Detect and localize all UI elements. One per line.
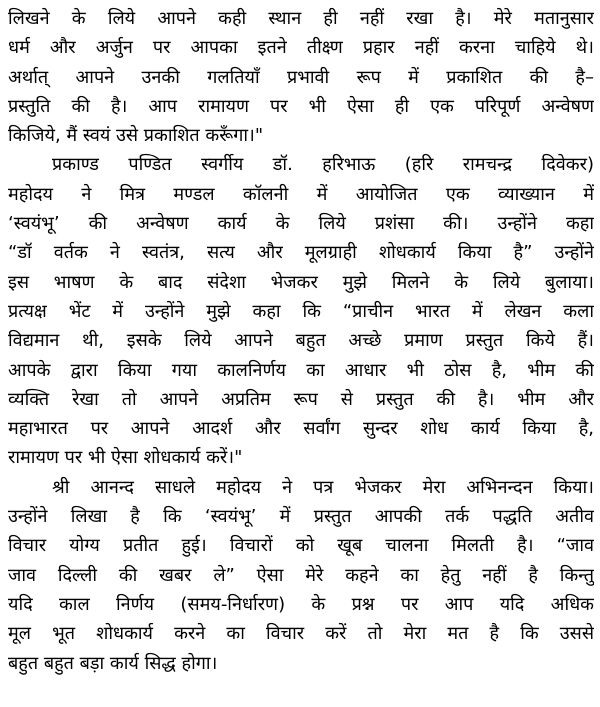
text-line: महाभारत पर आपने आदर्श और सर्वांग सुन्दर शोध कार्य किया है, (8, 418, 594, 440)
text-line: व्यक्ति रेखा तो आपने अप्रतिम रूप से प्रस्तुत की है। भीम और (8, 388, 594, 410)
text-line: प्रत्यक्ष भेंट में उन्होंने मुझे कहा कि “प्राचीन भारत में लेखन कला (8, 300, 594, 322)
text-line: किजिये, मैं स्वयं उसे प्रकाशित करूँगा।" (8, 125, 264, 147)
text-line: मूल भूत शोधकार्य करने का विचार करें तो मेरा मत है कि उससे (8, 623, 594, 645)
text-line: ‘स्वयंभू’ की अन्वेषण कार्य के लिये प्रशंसा की। उन्होंने कहा (8, 213, 594, 235)
text-line: बहुत बहुत बड़ा कार्य सिद्ध होगा। (8, 652, 218, 674)
text-line-paragraph-start: श्री आनन्द साधले महोदय ने पत्र भेजकर मेरा अभिनन्दन किया। (52, 476, 594, 498)
text-line: विद्यमान थी, इसके लिये आपने बहुत अच्छे प्रमाण प्रस्तुत किये हैं। (8, 330, 594, 352)
text-line: जाव दिल्ली की खबर ले” ऐसा मेरे कहने का हेतु नहीं है किन्तु (8, 564, 594, 586)
text-line: प्रस्तुति की है। आप रामायण पर भी ऐसा ही एक परिपूर्ण अन्वेषण (8, 95, 594, 117)
text-line: रामायण पर भी ऐसा शोधकार्य करें।" (8, 447, 243, 469)
text-line: यदि काल निर्णय (समय-निर्धारण) के प्रश्न पर आप यदि अधिक (8, 593, 594, 615)
text-line: विचार योग्य प्रतीत हुई। विचारों को खूब चालना मिलती है। “जाव (8, 535, 594, 557)
text-line: आपके द्वारा किया गया कालनिर्णय का आधार भी ठोस है, भीम की (8, 359, 594, 381)
text-line: इस भाषण के बाद संदेशा भेजकर मुझे मिलने के लिये बुलाया। (8, 271, 594, 293)
text-line: “डॉ वर्तक ने स्वतंत्र, सत्य और मूलग्राही शोधकार्य किया है” उन्होंने (8, 242, 594, 264)
text-line-paragraph-start: प्रकाण्ड पण्डित स्वर्गीय डॉ. हरिभाऊ (हरि रामचन्द्र दिवेकर) (52, 154, 594, 176)
text-line: धर्म और अर्जुन पर आपका इतने तीक्ष्ण प्रहार नहीं करना चाहिये थे। (8, 37, 594, 59)
text-line: लिखने के लिये आपने कही स्थान ही नहीं रखा है। मेरे मतानुसार (8, 8, 594, 29)
text-line: महोदय ने मित्र मण्डल कॉलनी में आयोजित एक व्याख्यान में (8, 183, 594, 205)
text-line: उन्होंने लिखा है कि ‘स्वयंभू’ में प्रस्तुत आपकी तर्क पद्धति अतीव (8, 506, 594, 528)
text-line: अर्थात् आपने उनकी गलतियाँ प्रभावी रूप में प्रकाशित की है– (8, 66, 594, 88)
